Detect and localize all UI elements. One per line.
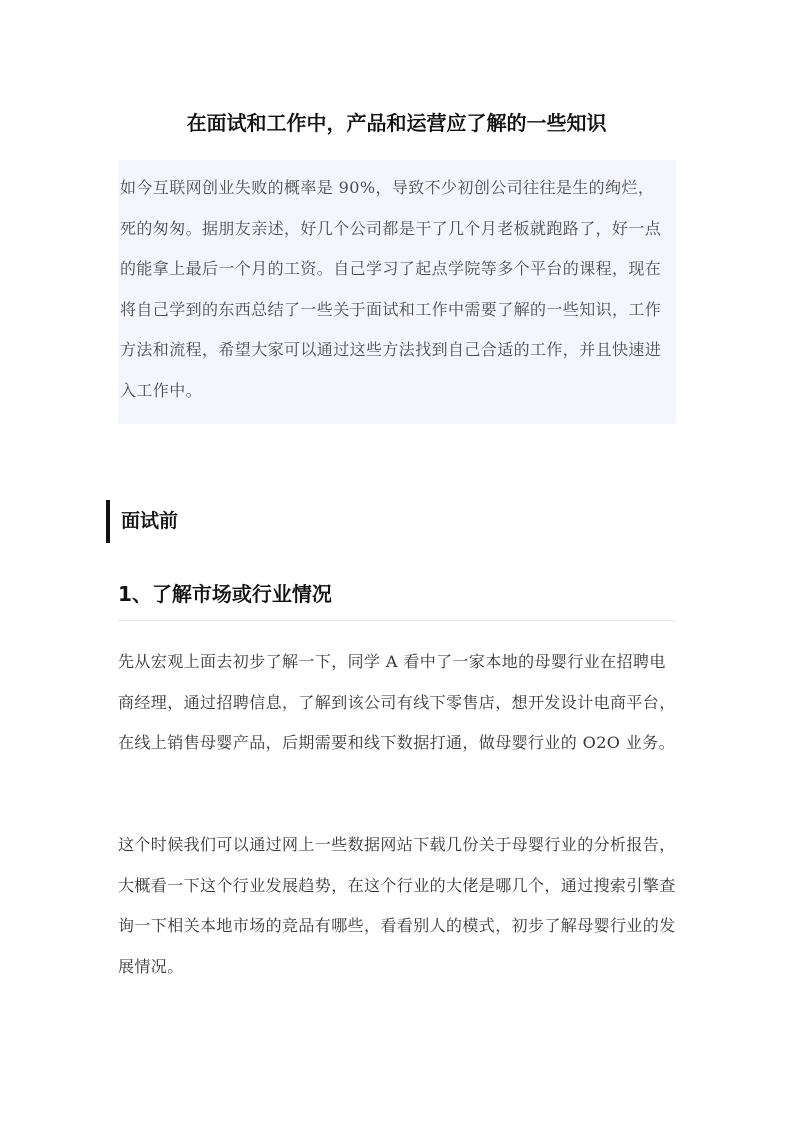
body-paragraph: 先从宏观上面去初步了解一下，同学 A 看中了一家本地的母婴行业在招聘电商经理，通过招聘信息，了解到该公司有线下零售店，想开发设计电商平台，在线上销售母婴产品，后期需要和线下数据打通，做母婴行业的 O2O 业务。 — [118, 652, 676, 752]
intro-text: 如今互联网创业失败的概率是 90%，导致不少初创公司往往是生的绚烂，死的匆匆。据朋友亲述，好几个公司都是干了几个月老板就跑路了，好一点的能拿上最后一个月的工资。自己学习了起点学院等多个平台的课程，现在将自己学到的东西总结了一些关于面试和工作中需要了解的一些知识，工作方法和流程，希望大家可以通过这些方法找到自己合适的工作，并且快速进入工作中。 — [120, 178, 662, 400]
section-heading-label: 面试前 — [121, 510, 179, 532]
body-paragraph: 这个时候我们可以通过网上一些数据网站下载几份关于母婴行业的分析报告，大概看一下这个行业发展趋势，在这个行业的大佬是哪几个，通过搜索引擎查询一下相关本地市场的竞品有哪些，看看别人的模式，初步了解母婴行业的发展情况。 — [118, 835, 676, 976]
intro-callout — [118, 160, 676, 424]
sub-heading-label: 1、了解市场或行业情况 — [118, 582, 332, 606]
sub-heading — [118, 577, 676, 621]
page-title: 在面试和工作中，产品和运营应了解的一些知识 — [186, 111, 607, 135]
section-heading — [106, 500, 406, 543]
